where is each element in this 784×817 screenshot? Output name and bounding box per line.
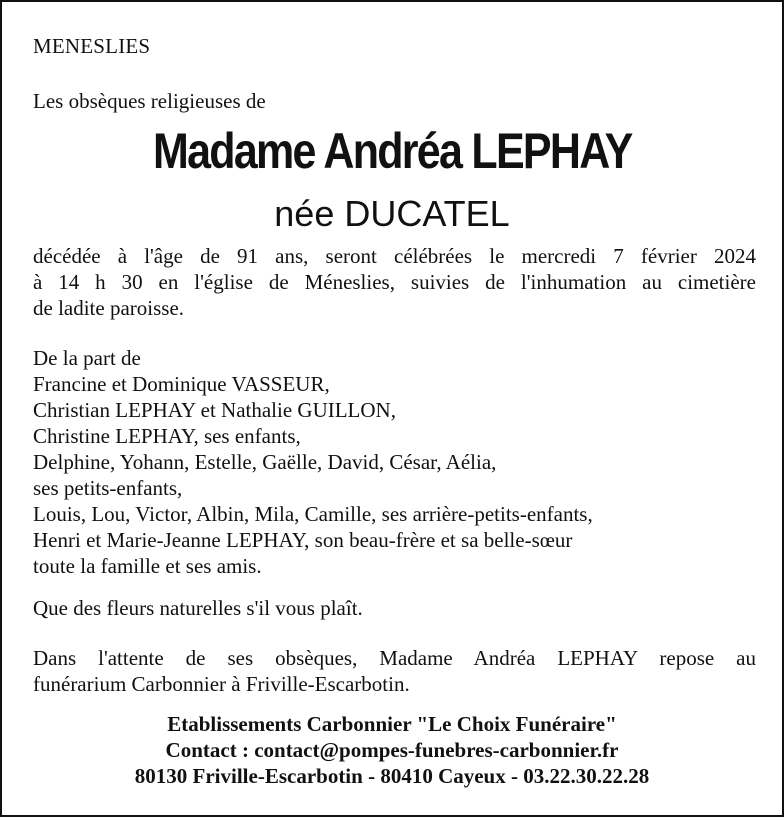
deceased-name: Madame Andréa LEPHAY (152, 123, 632, 179)
family-line: Christine LEPHAY, ses enfants, (33, 424, 301, 448)
contact-line: Contact : contact@pompes-funebres-carbonnier.fr (165, 738, 619, 762)
company-name: Etablissements Carbonnier "Le Choix Funéraire" (167, 712, 617, 736)
death-line: à 14 h 30 en l'église de Méneslies, suivies de l'inhumation au cimetière (33, 270, 756, 294)
funeral-home-footer (2, 711, 782, 789)
rest-line: Dans l'attente de ses obsèques, Madame Andréa LEPHAY repose au (33, 646, 756, 670)
family-line: toute la famille et ses amis. (33, 554, 262, 578)
family-line: Delphine, Yohann, Estelle, Gaëlle, David, César, Aélia, (33, 450, 497, 474)
family-line: De la part de (33, 346, 141, 370)
family-line: ses petits-enfants, (33, 476, 183, 500)
maiden-name: née DUCATEL (274, 193, 510, 234)
family-list (33, 345, 723, 579)
town-heading: MENESLIES (33, 34, 151, 58)
rest-line: funérarium Carbonnier à Friville-Escarbotin. (33, 672, 410, 696)
intro-text: Les obsèques religieuses de (33, 89, 266, 113)
address-line: 80130 Friville-Escarbotin - 80410 Cayeux - 03.22.30.22.28 (134, 764, 650, 788)
death-line: décédée à l'âge de 91 ans, seront célébrées le mercredi 7 février 2024 (33, 244, 756, 268)
family-line: Henri et Marie-Jeanne LEPHAY, son beau-frère et sa belle-sœur (33, 528, 573, 552)
death-line: de ladite paroisse. (33, 296, 185, 320)
rest-location (33, 645, 756, 697)
family-line: Louis, Lou, Victor, Albin, Mila, Camille, ses arrière-petits-enfants, (33, 502, 593, 526)
flowers-note: Que des fleurs naturelles s'il vous plaît. (33, 596, 363, 620)
death-announcement (33, 243, 756, 321)
family-line: Francine et Dominique VASSEUR, (33, 372, 330, 396)
family-line: Christian LEPHAY et Nathalie GUILLON, (33, 398, 396, 422)
